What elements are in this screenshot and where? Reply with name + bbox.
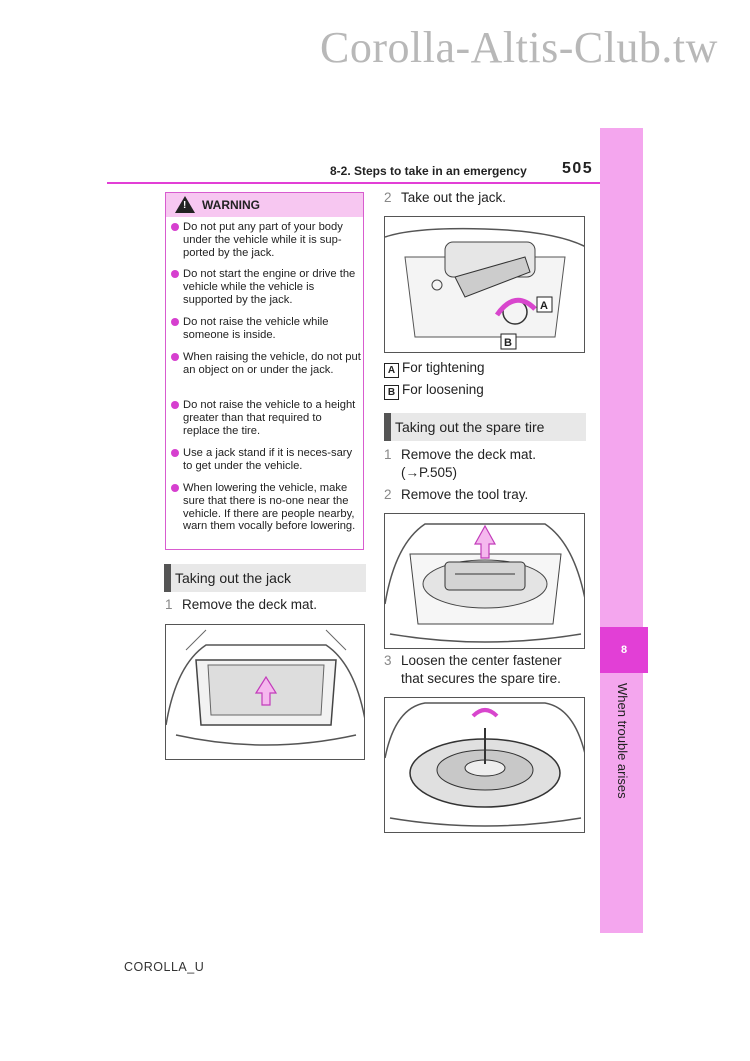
chapter-number: 8 — [600, 627, 648, 673]
chapter-label: When trouble arises — [615, 683, 630, 799]
bullet-icon — [171, 353, 179, 361]
warning-item: Use a jack stand if it is neces-sary to get under the vehicle. — [171, 447, 361, 473]
spare-step-1: 1 Remove the deck mat. — [384, 447, 537, 462]
bullet-icon — [171, 223, 179, 231]
header-rule — [107, 182, 600, 184]
bullet-icon — [171, 318, 179, 326]
page-number: 505 — [562, 160, 594, 177]
footer-code: COROLLA_U — [124, 960, 205, 974]
warning-item: When lowering the vehicle, make sure that there is no-one near the vehicle. If there are people nearby, warn them vocally before lowering. — [171, 482, 361, 533]
warning-box — [165, 192, 364, 550]
spare-step-1-ref: (→P.505) — [401, 465, 458, 480]
spare-step-3: 3 Loosen the center fastener — [384, 653, 562, 668]
warning-header — [166, 193, 363, 217]
jack-step-1: 1 Remove the deck mat. — [165, 597, 318, 612]
jack-section-title: Taking out the jack — [164, 564, 366, 592]
legend-a: A For tightening — [384, 360, 485, 378]
bullet-icon — [171, 270, 179, 278]
svg-text:B: B — [504, 337, 512, 349]
warning-item: Do not raise the vehicle to a height greater than that required to replace the tire. — [171, 399, 361, 437]
watermark: Corolla-Altis-Club.tw — [320, 23, 718, 72]
chapter-side-tab — [600, 128, 643, 933]
jack-step-2: 2 Take out the jack. — [384, 190, 507, 205]
legend-b: B For loosening — [384, 382, 484, 400]
bullet-icon — [171, 449, 179, 457]
warning-item: When raising the vehicle, do not put an object on or under the jack. — [171, 351, 361, 377]
label-a-box: A — [384, 363, 399, 378]
warning-item: Do not raise the vehicle while someone is inside. — [171, 316, 361, 342]
warning-title: WARNING — [202, 198, 260, 212]
section-header: 8-2. Steps to take in an emergency — [330, 164, 527, 178]
illustration-tool-tray — [384, 513, 585, 649]
bullet-icon — [171, 401, 179, 409]
spare-step-3-line2: that secures the spare tire. — [401, 671, 561, 686]
warning-item: Do not put any part of your body under the vehicle while it is sup-ported by the jack. — [171, 221, 361, 259]
label-b-box: B — [384, 385, 399, 400]
illustration-trunk-deck-mat — [165, 624, 365, 760]
illustration-jack — [384, 216, 585, 353]
warning-icon: ! — [175, 196, 195, 213]
spare-section-title: Taking out the spare tire — [384, 413, 586, 441]
bullet-icon — [171, 484, 179, 492]
spare-step-2: 2 Remove the tool tray. — [384, 487, 529, 502]
illustration-spare-tire — [384, 697, 585, 833]
svg-text:A: A — [540, 300, 548, 312]
warning-item: Do not start the engine or drive the vehicle while the vehicle is supported by the jack. — [171, 268, 361, 306]
